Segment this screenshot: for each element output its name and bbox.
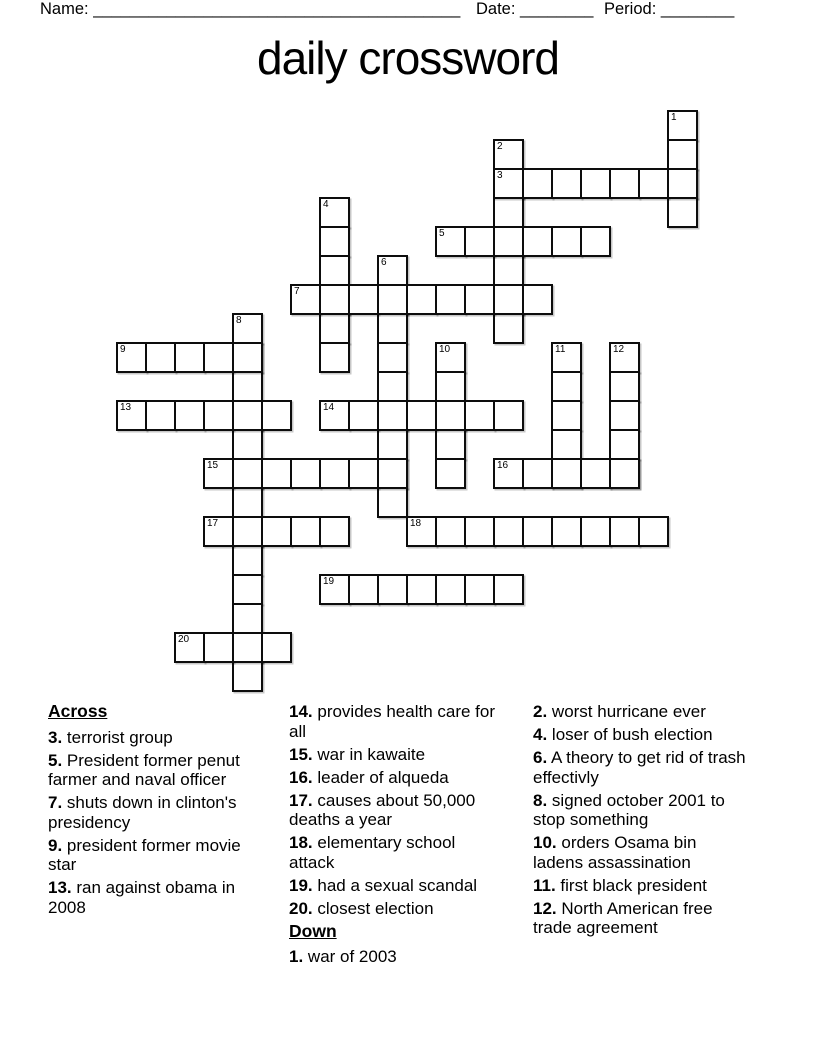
- grid-cell[interactable]: [522, 226, 553, 257]
- grid-cell[interactable]: [435, 516, 466, 547]
- grid-cell[interactable]: [377, 342, 408, 373]
- grid-cell[interactable]: [493, 284, 524, 315]
- grid-cell[interactable]: [406, 574, 437, 605]
- grid-cell[interactable]: [551, 226, 582, 257]
- grid-cell[interactable]: [319, 226, 350, 257]
- grid-cell[interactable]: [493, 197, 524, 228]
- grid-cell[interactable]: [232, 574, 263, 605]
- clue-number-label: 18: [410, 518, 422, 529]
- grid-cell[interactable]: [522, 516, 553, 547]
- clue-number-label: 10: [439, 344, 451, 355]
- grid-cell[interactable]: [319, 313, 350, 344]
- grid-cell[interactable]: [406, 284, 437, 315]
- clue-number-label: 13: [120, 402, 132, 413]
- grid-cell[interactable]: [609, 371, 640, 402]
- clue-number-label: 17: [207, 518, 219, 529]
- clue-number-label: 15: [207, 460, 219, 471]
- clue-number-label: 8: [236, 315, 242, 326]
- grid-cell[interactable]: [464, 284, 495, 315]
- grid-cell[interactable]: [232, 487, 263, 518]
- grid-cell[interactable]: [551, 458, 582, 489]
- grid-cell[interactable]: [667, 139, 698, 170]
- grid-cell[interactable]: [667, 110, 698, 141]
- grid-cell[interactable]: [116, 342, 147, 373]
- clue-number-label: 9: [120, 344, 126, 355]
- grid-cell[interactable]: [551, 400, 582, 431]
- grid-cell[interactable]: [493, 574, 524, 605]
- grid-cell[interactable]: [406, 400, 437, 431]
- grid-cell[interactable]: [290, 516, 321, 547]
- grid-cell[interactable]: [609, 168, 640, 199]
- name-label: Name:: [40, 0, 89, 18]
- grid-cell[interactable]: [435, 371, 466, 402]
- clue-column-3: [533, 702, 749, 941]
- grid-cell[interactable]: [145, 400, 176, 431]
- grid-cell[interactable]: [464, 226, 495, 257]
- grid-cell[interactable]: [377, 255, 408, 286]
- grid-cell[interactable]: [435, 226, 466, 257]
- clue-column-1: [48, 702, 264, 921]
- clue-list-heading: Across: [48, 701, 108, 721]
- grid-cell[interactable]: [377, 371, 408, 402]
- clue-item: 14. provides health care for all: [289, 702, 496, 741]
- grid-cell[interactable]: [232, 632, 263, 663]
- grid-cell[interactable]: [377, 429, 408, 460]
- clue-item: 7. shuts down in clinton's presidency: [48, 793, 237, 832]
- grid-cell[interactable]: [232, 603, 263, 634]
- grid-cell[interactable]: [232, 400, 263, 431]
- clue-number-label: 7: [294, 286, 300, 297]
- clue-item: 12. North American free trade agreement: [533, 898, 713, 937]
- grid-cell[interactable]: [493, 458, 524, 489]
- grid-cell[interactable]: [232, 545, 263, 576]
- grid-cell[interactable]: [435, 458, 466, 489]
- page-title: daily crossword: [257, 32, 559, 84]
- clue-number-label: 20: [178, 634, 190, 645]
- grid-cell[interactable]: [174, 342, 205, 373]
- grid-cell[interactable]: [464, 400, 495, 431]
- grid-cell[interactable]: [261, 516, 292, 547]
- grid-cell[interactable]: [203, 342, 234, 373]
- clue-item: 1. war of 2003: [289, 947, 397, 966]
- clue-item: 20. closest election: [289, 898, 434, 918]
- clue-item: 4. loser of bush election: [533, 725, 713, 744]
- name-blank: ________________________________________: [93, 0, 461, 18]
- grid-cell[interactable]: [464, 516, 495, 547]
- clue-item: 6. A theory to get rid of trash effectivly: [533, 748, 746, 787]
- grid-cell[interactable]: [580, 516, 611, 547]
- grid-cell[interactable]: [348, 400, 379, 431]
- grid-cell[interactable]: [551, 168, 582, 199]
- grid-cell[interactable]: [493, 139, 524, 170]
- grid-cell[interactable]: [203, 632, 234, 663]
- grid-cell[interactable]: [609, 342, 640, 373]
- grid-cell[interactable]: [551, 342, 582, 373]
- clue-item: 19. had a sexual scandal: [289, 875, 478, 895]
- grid-cell[interactable]: [319, 284, 350, 315]
- clue-number-label: 2: [497, 141, 503, 152]
- period-blank: ________: [660, 0, 735, 18]
- grid-cell[interactable]: [203, 400, 234, 431]
- date-blank: ________: [520, 0, 594, 18]
- grid-cell[interactable]: [232, 661, 263, 692]
- clue-number-label: 16: [497, 460, 509, 471]
- clue-number-label: 14: [323, 402, 335, 413]
- grid-cell[interactable]: [609, 458, 640, 489]
- grid-cell[interactable]: [174, 632, 205, 663]
- grid-cell[interactable]: [551, 429, 582, 460]
- clue-number-label: 19: [323, 576, 335, 587]
- grid-cell[interactable]: [377, 574, 408, 605]
- grid-cell[interactable]: [261, 632, 292, 663]
- grid-cell[interactable]: [290, 458, 321, 489]
- grid-cell[interactable]: [377, 487, 408, 518]
- grid-cell[interactable]: [667, 168, 698, 199]
- clue-item: 18. elementary school attack: [289, 833, 456, 872]
- grid-cell[interactable]: [580, 168, 611, 199]
- grid-cell[interactable]: [493, 516, 524, 547]
- grid-cell[interactable]: [319, 458, 350, 489]
- grid-cell[interactable]: [203, 516, 234, 547]
- grid-cell[interactable]: [406, 516, 437, 547]
- clue-number-label: 3: [497, 170, 503, 181]
- grid-cell[interactable]: [348, 458, 379, 489]
- grid-cell[interactable]: [493, 168, 524, 199]
- grid-cell[interactable]: [319, 197, 350, 228]
- grid-cell[interactable]: [638, 516, 669, 547]
- grid-cell[interactable]: [319, 400, 350, 431]
- grid-cell[interactable]: [232, 516, 263, 547]
- clue-number-label: 11: [555, 344, 566, 355]
- grid-cell[interactable]: [580, 458, 611, 489]
- grid-cell[interactable]: [638, 168, 669, 199]
- clue-item: 17. causes about 50,000 deaths a year: [289, 790, 476, 829]
- clue-item: 15. war in kawaite: [289, 744, 426, 764]
- clue-item: 5. President former penut farmer and naval officer: [48, 750, 240, 789]
- clue-number-label: 4: [323, 199, 329, 210]
- grid-cell[interactable]: [261, 458, 292, 489]
- grid-cell[interactable]: [609, 429, 640, 460]
- grid-cell[interactable]: [522, 458, 553, 489]
- grid-cell[interactable]: [319, 574, 350, 605]
- clue-item: 9. president former movie star: [48, 835, 241, 874]
- grid-cell[interactable]: [435, 574, 466, 605]
- grid-cell[interactable]: [435, 400, 466, 431]
- clue-item: 2. worst hurricane ever: [533, 702, 706, 721]
- grid-cell[interactable]: [435, 429, 466, 460]
- grid-cell[interactable]: [174, 400, 205, 431]
- clue-item: 3. terrorist group: [48, 727, 173, 747]
- clue-number-label: 12: [613, 344, 625, 355]
- clue-item: 16. leader of alqueda: [289, 767, 449, 787]
- period-label: Period:: [604, 0, 657, 18]
- grid-cell[interactable]: [522, 284, 553, 315]
- clue-number-label: 1: [671, 112, 677, 123]
- grid-cell[interactable]: [319, 342, 350, 373]
- grid-cell[interactable]: [232, 313, 263, 344]
- clue-item: 8. signed october 2001 to stop something: [533, 790, 725, 829]
- grid-cell[interactable]: [377, 284, 408, 315]
- clue-list-heading: Down: [289, 920, 337, 941]
- grid-cell[interactable]: [232, 371, 263, 402]
- grid-cell[interactable]: [232, 458, 263, 489]
- grid-cell[interactable]: [377, 313, 408, 344]
- grid-cell[interactable]: [319, 255, 350, 286]
- grid-cell[interactable]: [493, 400, 524, 431]
- grid-cell[interactable]: [145, 342, 176, 373]
- grid-cell[interactable]: [464, 574, 495, 605]
- grid-cell[interactable]: [551, 516, 582, 547]
- grid-cell[interactable]: [609, 400, 640, 431]
- grid-cell[interactable]: [493, 226, 524, 257]
- grid-cell[interactable]: [377, 458, 408, 489]
- clue-column-2: [289, 702, 505, 970]
- grid-cell[interactable]: [580, 226, 611, 257]
- grid-cell[interactable]: [319, 516, 350, 547]
- grid-cell[interactable]: [522, 168, 553, 199]
- clue-item: 10. orders Osama bin ladens assassination: [533, 833, 697, 872]
- date-label: Date:: [476, 0, 516, 18]
- grid-cell[interactable]: [116, 400, 147, 431]
- clue-number-label: 5: [439, 228, 445, 239]
- grid-cell[interactable]: [232, 429, 263, 460]
- grid-cell[interactable]: [348, 284, 379, 315]
- grid-cell[interactable]: [435, 342, 466, 373]
- grid-cell[interactable]: [667, 197, 698, 228]
- grid-cell[interactable]: [493, 313, 524, 344]
- grid-cell[interactable]: [377, 400, 408, 431]
- grid-cell[interactable]: [435, 284, 466, 315]
- grid-cell[interactable]: [232, 342, 263, 373]
- grid-cell[interactable]: [609, 516, 640, 547]
- clue-number-label: 6: [381, 257, 387, 268]
- grid-cell[interactable]: [203, 458, 234, 489]
- grid-cell[interactable]: [290, 284, 321, 315]
- clue-item: 11. first black president: [533, 875, 707, 895]
- grid-cell[interactable]: [261, 400, 292, 431]
- grid-cell[interactable]: [348, 574, 379, 605]
- grid-cell[interactable]: [551, 371, 582, 402]
- clue-item: 13. ran against obama in 2008: [48, 878, 236, 917]
- grid-cell[interactable]: [493, 255, 524, 286]
